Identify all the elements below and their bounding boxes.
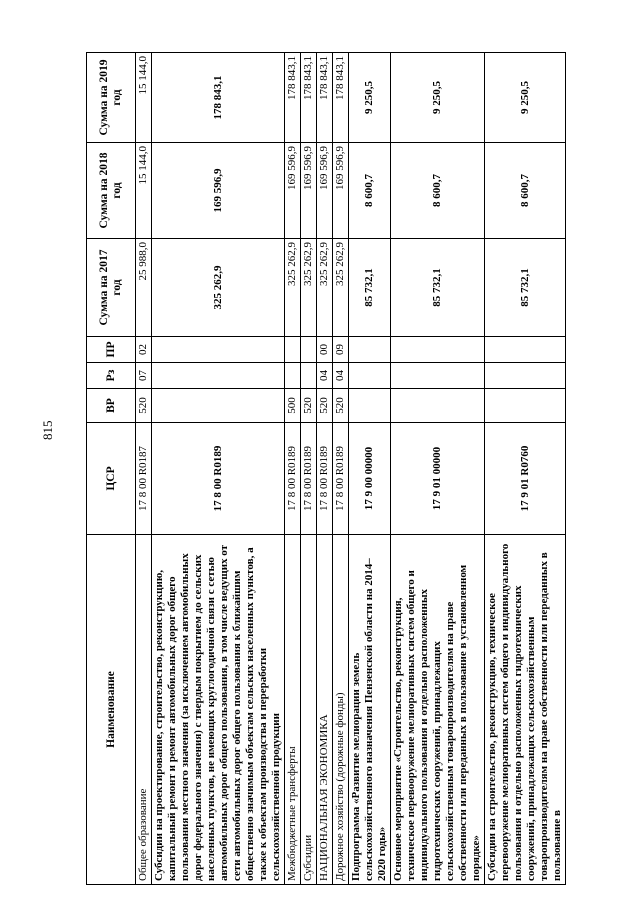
row-sum-2017: 325 262,9 [333,239,349,337]
row-rz: 04 [317,363,333,389]
table-row [301,53,317,885]
row-pr [391,337,485,363]
header-pr: ПР [87,337,136,363]
table-header [87,53,136,885]
row-vr [349,389,391,423]
row-pr [485,337,566,363]
row-name: Межбюджетные трансферты [285,535,301,885]
row-sum-2017: 85 732,1 [391,239,485,337]
row-sum-2018: 8 600,7 [391,143,485,239]
row-csr: 17 8 00 R0189 [301,423,317,535]
row-sum-2018: 169 596,9 [333,143,349,239]
row-sum-2017: 325 262,9 [152,239,285,337]
row-sum-2018: 169 596,9 [301,143,317,239]
row-sum-2018: 169 596,9 [317,143,333,239]
row-sum-2017: 325 262,9 [301,239,317,337]
table-row [317,53,333,885]
row-vr [391,389,485,423]
header-sum-2019: Сумма на 2019 год [87,53,136,143]
row-sum-2019: 9 250,5 [349,53,391,143]
row-sum-2017: 85 732,1 [485,239,566,337]
row-name: НАЦИОНАЛЬНАЯ ЭКОНОМИКА [317,535,333,885]
row-name: Основное мероприятие «Строительство, реконструкция, техническое перевооружение мелиоративных систем общего и индивидуального пользования и отдельно расположенных гидротехнических сооружений, принадлежащих сельскохозяйственным товаропроизводителям на праве собственности или переданных в пользование в установленном порядке» [391,535,485,885]
row-sum-2019: 178 843,1 [301,53,317,143]
row-sum-2017: 85 732,1 [349,239,391,337]
row-sum-2019: 178 843,1 [152,53,285,143]
row-csr: 17 9 01 R0760 [485,423,566,535]
table-row [333,53,349,885]
row-vr: 520 [317,389,333,423]
row-sum-2018: 169 596,9 [152,143,285,239]
row-rz [349,363,391,389]
row-sum-2017: 25 988,0 [136,239,152,337]
row-name: Субсидии на проектирование, строительство, реконструкцию, капитальный ремонт и ремонт автомобильных дорог общего пользования местного значения (за исключением автомобильных дорог федерального значения) с твердым покрытием до сельских населенных пунктов, не имеющих круглогодичной связи с сетью автомобильных дорог общего пользования, в том числе ведущих от сети автомобильных дорог общего пользования к ближайшим общественно значимым объектам сельских населенных пунктов, а также к объектам производства и переработки сельскохозяйственной продукции [152,535,285,885]
row-pr: 00 [317,337,333,363]
row-pr [301,337,317,363]
row-sum-2019: 178 843,1 [317,53,333,143]
row-vr: 500 [285,389,301,423]
row-rz [485,363,566,389]
header-name: Наименование [87,535,136,885]
rotated-page [86,53,578,885]
row-vr: 520 [333,389,349,423]
row-sum-2019: 9 250,5 [485,53,566,143]
page-number: 815 [40,420,55,440]
row-pr [349,337,391,363]
header-csr: ЦСР [87,423,136,535]
row-sum-2019: 178 843,1 [285,53,301,143]
row-sum-2018: 8 600,7 [349,143,391,239]
row-pr: 02 [136,337,152,363]
row-rz [301,363,317,389]
row-name: Субсидии [301,535,317,885]
row-vr [485,389,566,423]
row-sum-2017: 325 262,9 [317,239,333,337]
table-row [152,53,285,885]
table-row [349,53,391,885]
row-vr: 520 [136,389,152,423]
row-csr: 17 8 00 R0189 [152,423,285,535]
row-csr: 17 8 00 R0189 [285,423,301,535]
row-pr [285,337,301,363]
row-csr: 17 8 00 R0189 [317,423,333,535]
row-rz: 04 [333,363,349,389]
header-sum-2017: Сумма на 2017 год [87,239,136,337]
budget-table [86,52,566,885]
table-row [391,53,485,885]
header-vr: ВР [87,389,136,423]
row-rz [152,363,285,389]
row-sum-2017: 325 262,9 [285,239,301,337]
row-name: Субсидии на строительство, реконструкцию, техническое перевооружение мелиоративных систем общего и индивидуального пользования и отдельно расположенных гидротехнических сооружений, принадлежащих сельскохозяйственным товаропроизводителям на праве собственности или переданных в пользование в [485,535,566,885]
row-csr: 17 9 00 00000 [349,423,391,535]
table-row [285,53,301,885]
row-sum-2018: 8 600,7 [485,143,566,239]
row-vr [152,389,285,423]
header-sum-2018: Сумма на 2018 год [87,143,136,239]
row-rz [391,363,485,389]
row-name: Общее образование [136,535,152,885]
row-sum-2019: 9 250,5 [391,53,485,143]
row-sum-2019: 178 843,1 [333,53,349,143]
row-sum-2019: 15 144,0 [136,53,152,143]
row-pr [152,337,285,363]
row-rz: 07 [136,363,152,389]
row-name: Подпрограмма «Развитие мелиорации земель сельскохозяйственного назначения Пензенской области на 2014–2020 годы» [349,535,391,885]
row-csr: 17 8 00 R0189 [333,423,349,535]
row-sum-2018: 169 596,9 [285,143,301,239]
table-row [136,53,152,885]
row-vr: 520 [301,389,317,423]
row-pr: 09 [333,337,349,363]
row-rz [285,363,301,389]
row-name: Дорожное хозяйство (дорожные фонды) [333,535,349,885]
row-sum-2018: 15 144,0 [136,143,152,239]
row-csr: 17 8 00 R0187 [136,423,152,535]
header-rz: Рз [87,363,136,389]
row-csr: 17 9 01 00000 [391,423,485,535]
table-row [485,53,566,885]
